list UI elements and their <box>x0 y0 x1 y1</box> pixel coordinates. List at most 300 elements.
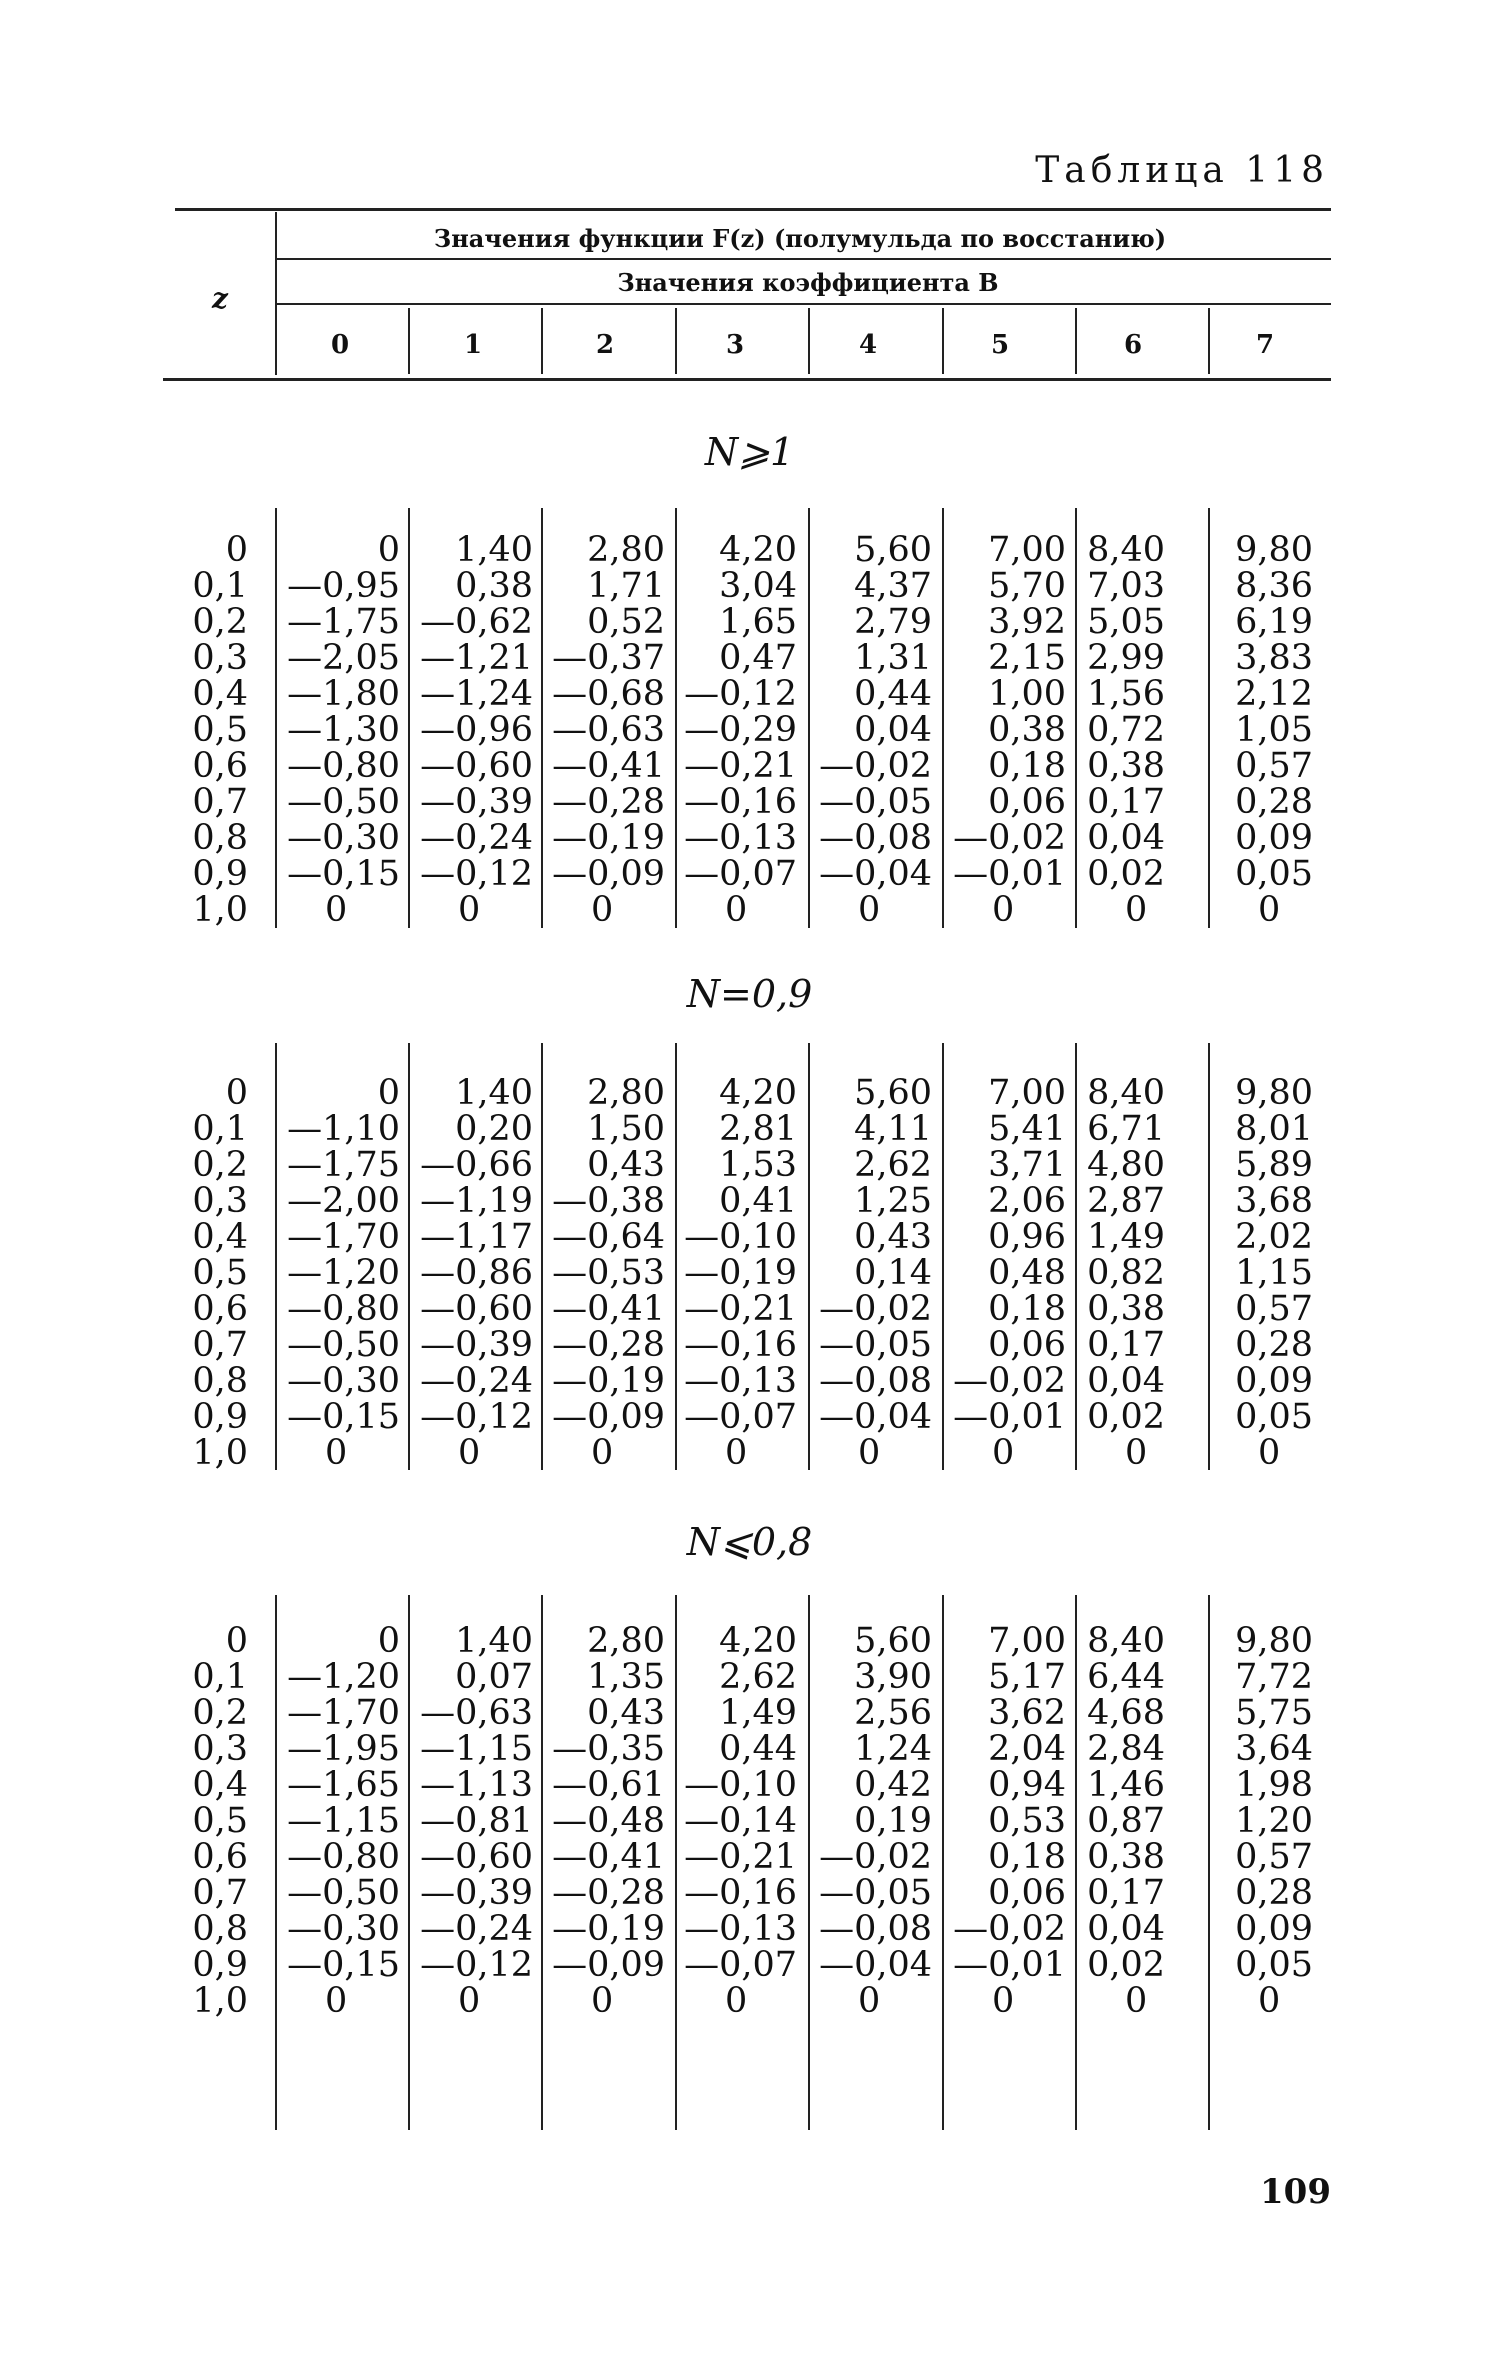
table-cell: 0 <box>325 890 348 930</box>
table-cell: 1,20 <box>1235 1801 1313 1841</box>
table-cell: 7,00 <box>988 1073 1066 1113</box>
table-cell: 0,38 <box>455 566 533 606</box>
table-cell: 4,20 <box>719 1073 797 1113</box>
z-value: 0,9 <box>192 1945 248 1985</box>
z-value: 0,1 <box>192 1657 248 1697</box>
table-cell: 8,40 <box>1087 530 1165 570</box>
table-cell: 1,56 <box>1087 674 1165 714</box>
table-cell: 0,43 <box>587 1693 665 1733</box>
z-value: 0,4 <box>192 1217 248 1257</box>
table-cell: 0,17 <box>1087 1325 1165 1365</box>
column-separator <box>808 1595 810 2130</box>
z-value: 0,2 <box>192 1145 248 1185</box>
table-cell: 0 <box>1258 890 1281 930</box>
column-separator <box>808 1043 810 1470</box>
table-cell: 3,62 <box>988 1693 1066 1733</box>
table-cell: —0,62 <box>420 602 533 642</box>
table-cell: —0,15 <box>287 1945 400 1985</box>
table-cell: —0,08 <box>819 1909 932 1949</box>
table-cell: —0,05 <box>819 1873 932 1913</box>
table-cell: 0,57 <box>1235 1289 1313 1329</box>
table-cell: —0,81 <box>420 1801 533 1841</box>
table-cell: 0,02 <box>1087 1397 1165 1437</box>
table-cell: —0,04 <box>819 1397 932 1437</box>
table-cell: 0,02 <box>1087 1945 1165 1985</box>
table-cell: —0,30 <box>287 1909 400 1949</box>
z-value: 0,6 <box>192 1837 248 1877</box>
table-cell: —0,02 <box>819 746 932 786</box>
table-cell: 2,87 <box>1087 1181 1165 1221</box>
table-cell: 1,49 <box>1087 1217 1165 1257</box>
table-cell: —0,13 <box>684 818 797 858</box>
table-cell: —0,61 <box>552 1765 665 1805</box>
column-separator <box>275 1595 277 2130</box>
table-cell: —0,02 <box>819 1289 932 1329</box>
coefficient-column-1: 1 <box>463 330 483 360</box>
table-cell: —0,41 <box>552 1289 665 1329</box>
table-cell: 4,20 <box>719 530 797 570</box>
table-cell: 0,06 <box>988 1325 1066 1365</box>
table-cell: —0,30 <box>287 1361 400 1401</box>
table-cell: —0,50 <box>287 782 400 822</box>
table-cell: —2,00 <box>287 1181 400 1221</box>
function-title: Значения функции F(z) (полумульда по восстанию) <box>433 224 1167 253</box>
table-cell: —0,01 <box>953 1397 1066 1437</box>
table-cell: 0 <box>858 1433 881 1473</box>
table-cell: —0,09 <box>552 854 665 894</box>
table-cell: 0,06 <box>988 782 1066 822</box>
table-cell: 0 <box>325 1981 348 2021</box>
table-cell: 1,00 <box>988 674 1066 714</box>
column-separator <box>675 1043 677 1470</box>
table-cell: 0,20 <box>455 1109 533 1149</box>
table-cell: 0 <box>591 890 614 930</box>
table-cell: 3,92 <box>988 602 1066 642</box>
table-cell: 2,80 <box>587 530 665 570</box>
table-cell: —1,20 <box>287 1657 400 1697</box>
z-value: 1,0 <box>192 1433 248 1473</box>
table-cell: 0,48 <box>988 1253 1066 1293</box>
table-cell: —0,16 <box>684 782 797 822</box>
table-cell: 0,17 <box>1087 782 1165 822</box>
table-cell: 2,79 <box>854 602 932 642</box>
table-cell: —0,10 <box>684 1765 797 1805</box>
table-cell: 6,44 <box>1087 1657 1165 1697</box>
table-cell: 2,02 <box>1235 1217 1313 1257</box>
table-cell: —2,05 <box>287 638 400 678</box>
column-separator <box>808 508 810 928</box>
table-cell: 5,70 <box>988 566 1066 606</box>
table-cell: 0 <box>725 1433 748 1473</box>
z-value: 0,4 <box>192 674 248 714</box>
table-cell: 1,25 <box>854 1181 932 1221</box>
table-cell: 0 <box>992 890 1015 930</box>
table-cell: —0,02 <box>819 1837 932 1877</box>
table-cell: —0,37 <box>552 638 665 678</box>
table-cell: —0,66 <box>420 1145 533 1185</box>
z-value: 0,2 <box>192 602 248 642</box>
column-separator <box>275 508 277 928</box>
z-value: 0,3 <box>192 638 248 678</box>
table-cell: —0,50 <box>287 1325 400 1365</box>
table-cell: 8,01 <box>1235 1109 1313 1149</box>
header-top-rule <box>175 208 1331 211</box>
table-cell: 1,05 <box>1235 710 1313 750</box>
table-cell: —0,21 <box>684 1837 797 1877</box>
table-cell: 0 <box>992 1433 1015 1473</box>
column-separator <box>541 1595 543 2130</box>
table-cell: 1,46 <box>1087 1765 1165 1805</box>
column-separator <box>1075 1595 1077 2130</box>
table-cell: —1,75 <box>287 602 400 642</box>
column-separator <box>675 1595 677 2130</box>
table-cell: 1,71 <box>587 566 665 606</box>
table-cell: —0,21 <box>684 1289 797 1329</box>
table-cell: 0,38 <box>1087 1837 1165 1877</box>
table-cell: 4,11 <box>854 1109 932 1149</box>
coefficient-column-3: 3 <box>725 330 745 360</box>
table-cell: 5,17 <box>988 1657 1066 1697</box>
table-cell: 1,40 <box>455 1073 533 1113</box>
table-cell: —0,04 <box>819 854 932 894</box>
table-cell: 6,19 <box>1235 602 1313 642</box>
table-cell: 0,87 <box>1087 1801 1165 1841</box>
table-cell: 9,80 <box>1235 530 1313 570</box>
header-column-separator <box>541 308 543 374</box>
column-separator <box>408 508 410 928</box>
table-cell: 2,56 <box>854 1693 932 1733</box>
table-cell: 0 <box>377 1073 400 1113</box>
table-cell: 0,28 <box>1235 782 1313 822</box>
table-cell: 5,60 <box>854 1621 932 1661</box>
table-cell: —0,39 <box>420 782 533 822</box>
table-cell: 2,12 <box>1235 674 1313 714</box>
table-cell: 0,06 <box>988 1873 1066 1913</box>
z-value: 1,0 <box>192 1981 248 2021</box>
z-value: 0,3 <box>192 1181 248 1221</box>
table-cell: 0,38 <box>988 710 1066 750</box>
table-cell: —0,15 <box>287 854 400 894</box>
table-cell: —0,12 <box>420 1397 533 1437</box>
table-cell: 0 <box>725 890 748 930</box>
table-cell: —1,13 <box>420 1765 533 1805</box>
table-cell: —0,80 <box>287 746 400 786</box>
table-cell: —1,15 <box>420 1729 533 1769</box>
table-cell: 8,40 <box>1087 1073 1165 1113</box>
table-cell: 5,60 <box>854 530 932 570</box>
table-cell: —0,53 <box>552 1253 665 1293</box>
table-cell: —0,95 <box>287 566 400 606</box>
table-cell: 0,18 <box>988 746 1066 786</box>
table-cell: —0,29 <box>684 710 797 750</box>
table-cell: 0,57 <box>1235 746 1313 786</box>
table-cell: 0 <box>1125 1981 1148 2021</box>
table-cell: —0,01 <box>953 1945 1066 1985</box>
table-cell: 0 <box>1258 1433 1281 1473</box>
table-cell: —0,35 <box>552 1729 665 1769</box>
table-cell: 0,28 <box>1235 1873 1313 1913</box>
table-cell: 2,62 <box>719 1657 797 1697</box>
table-cell: 0,47 <box>719 638 797 678</box>
column-separator <box>675 508 677 928</box>
header-column-separator <box>1075 308 1077 374</box>
z-value: 0,2 <box>192 1693 248 1733</box>
table-cell: 0 <box>591 1433 614 1473</box>
table-cell: 0 <box>858 890 881 930</box>
table-cell: —0,64 <box>552 1217 665 1257</box>
table-cell: 4,80 <box>1087 1145 1165 1185</box>
table-cell: —1,65 <box>287 1765 400 1805</box>
table-cell: —1,21 <box>420 638 533 678</box>
table-cell: —0,24 <box>420 1909 533 1949</box>
table-cell: 0,44 <box>719 1729 797 1769</box>
coefficient-column-6: 6 <box>1123 330 1143 360</box>
table-cell: —0,02 <box>953 818 1066 858</box>
table-cell: —0,13 <box>684 1361 797 1401</box>
table-cell: 2,80 <box>587 1073 665 1113</box>
coefficient-column-5: 5 <box>990 330 1010 360</box>
header-bottom-rule <box>163 378 1331 381</box>
table-cell: 0,43 <box>587 1145 665 1185</box>
table-cell: —0,41 <box>552 746 665 786</box>
table-cell: 0,04 <box>854 710 932 750</box>
table-cell: 4,37 <box>854 566 932 606</box>
table-cell: 4,20 <box>719 1621 797 1661</box>
table-cell: —0,12 <box>420 1945 533 1985</box>
table-cell: —0,07 <box>684 1397 797 1437</box>
table-cell: —0,21 <box>684 746 797 786</box>
section-title: N⩾1 <box>704 430 795 474</box>
z-value: 0,9 <box>192 854 248 894</box>
table-cell: —0,14 <box>684 1801 797 1841</box>
column-separator <box>1075 508 1077 928</box>
table-cell: 0 <box>1125 1433 1148 1473</box>
table-cell: —0,09 <box>552 1397 665 1437</box>
column-separator <box>942 1043 944 1470</box>
header-column-separator <box>675 308 677 374</box>
z-value: 1,0 <box>192 890 248 930</box>
z-value: 0,3 <box>192 1729 248 1769</box>
table-cell: 0 <box>858 1981 881 2021</box>
table-cell: 0,05 <box>1235 1945 1313 1985</box>
table-cell: 8,36 <box>1235 566 1313 606</box>
z-value: 0 <box>225 1073 248 1113</box>
table-cell: —0,12 <box>684 674 797 714</box>
table-cell: —0,63 <box>420 1693 533 1733</box>
table-cell: 0,57 <box>1235 1837 1313 1877</box>
table-cell: —1,19 <box>420 1181 533 1221</box>
table-cell: 1,49 <box>719 1693 797 1733</box>
table-cell: —0,02 <box>953 1909 1066 1949</box>
table-cell: —1,15 <box>287 1801 400 1841</box>
table-cell: —1,95 <box>287 1729 400 1769</box>
table-cell: —0,24 <box>420 1361 533 1401</box>
header-coef-rule <box>275 303 1331 305</box>
column-separator <box>942 508 944 928</box>
column-separator <box>408 1043 410 1470</box>
column-separator <box>1208 1595 1210 2130</box>
table-cell: 0,96 <box>988 1217 1066 1257</box>
table-cell: 0,04 <box>1087 818 1165 858</box>
table-cell: 0,82 <box>1087 1253 1165 1293</box>
table-cell: —0,28 <box>552 1325 665 1365</box>
table-cell: 2,15 <box>988 638 1066 678</box>
table-cell: 0,42 <box>854 1765 932 1805</box>
table-cell: 7,03 <box>1087 566 1165 606</box>
table-cell: —1,75 <box>287 1145 400 1185</box>
table-title: Таблица 118 <box>1035 150 1329 191</box>
section-title: N=0,9 <box>686 972 813 1016</box>
header-column-separator <box>942 308 944 374</box>
table-cell: 3,90 <box>854 1657 932 1697</box>
column-separator <box>942 1595 944 2130</box>
table-cell: —0,09 <box>552 1945 665 1985</box>
column-separator <box>408 1595 410 2130</box>
table-cell: —0,13 <box>684 1909 797 1949</box>
table-cell: —0,15 <box>287 1397 400 1437</box>
table-cell: 2,99 <box>1087 638 1165 678</box>
table-cell: —0,04 <box>819 1945 932 1985</box>
column-separator <box>275 1043 277 1470</box>
z-value: 0,5 <box>192 1801 248 1841</box>
table-cell: —1,70 <box>287 1217 400 1257</box>
table-cell: 0,44 <box>854 674 932 714</box>
z-value: 0,1 <box>192 566 248 606</box>
table-cell: 5,89 <box>1235 1145 1313 1185</box>
table-cell: —0,16 <box>684 1325 797 1365</box>
table-cell: —1,20 <box>287 1253 400 1293</box>
table-cell: —1,17 <box>420 1217 533 1257</box>
table-cell: 4,68 <box>1087 1693 1165 1733</box>
table-cell: 0 <box>1258 1981 1281 2021</box>
z-value: 0 <box>225 1621 248 1661</box>
z-value: 0,1 <box>192 1109 248 1149</box>
table-cell: —0,41 <box>552 1837 665 1877</box>
table-cell: 0,18 <box>988 1837 1066 1877</box>
table-cell: —0,48 <box>552 1801 665 1841</box>
z-value: 0,7 <box>192 1325 248 1365</box>
coefficient-column-4: 4 <box>858 330 878 360</box>
table-cell: —0,80 <box>287 1289 400 1329</box>
header-column-separator <box>408 308 410 374</box>
table-cell: 0,09 <box>1235 818 1313 858</box>
z-value: 0,6 <box>192 1289 248 1329</box>
table-cell: 0,05 <box>1235 1397 1313 1437</box>
table-cell: —0,60 <box>420 1837 533 1877</box>
z-value: 0,5 <box>192 710 248 750</box>
table-cell: 0,09 <box>1235 1909 1313 1949</box>
table-cell: —0,60 <box>420 1289 533 1329</box>
table-cell: —0,24 <box>420 818 533 858</box>
table-cell: —1,80 <box>287 674 400 714</box>
table-cell: —1,30 <box>287 710 400 750</box>
column-separator <box>1075 1043 1077 1470</box>
header-mid-rule <box>275 258 1331 260</box>
table-cell: —0,28 <box>552 782 665 822</box>
table-cell: 0 <box>591 1981 614 2021</box>
header-z-separator <box>275 212 277 375</box>
table-cell: —0,10 <box>684 1217 797 1257</box>
table-cell: 0,18 <box>988 1289 1066 1329</box>
coefficient-title: Значения коэффициента B <box>617 268 999 297</box>
table-cell: 0,41 <box>719 1181 797 1221</box>
table-cell: 0,17 <box>1087 1873 1165 1913</box>
table-cell: 5,41 <box>988 1109 1066 1149</box>
table-cell: 8,40 <box>1087 1621 1165 1661</box>
table-cell: —0,07 <box>684 1945 797 1985</box>
table-cell: 0 <box>992 1981 1015 2021</box>
table-cell: —1,10 <box>287 1109 400 1149</box>
table-cell: 0,53 <box>988 1801 1066 1841</box>
z-value: 0,6 <box>192 746 248 786</box>
table-cell: —0,08 <box>819 1361 932 1401</box>
z-value: 0,9 <box>192 1397 248 1437</box>
table-cell: —0,07 <box>684 854 797 894</box>
table-cell: 6,71 <box>1087 1109 1165 1149</box>
table-cell: 1,31 <box>854 638 932 678</box>
table-cell: 1,40 <box>455 530 533 570</box>
table-cell: 1,40 <box>455 1621 533 1661</box>
table-cell: —0,19 <box>552 818 665 858</box>
table-cell: 0 <box>377 530 400 570</box>
table-cell: 5,60 <box>854 1073 932 1113</box>
table-cell: —0,86 <box>420 1253 533 1293</box>
table-cell: —0,28 <box>552 1873 665 1913</box>
header-column-separator <box>808 308 810 374</box>
table-cell: 1,65 <box>719 602 797 642</box>
column-separator <box>541 508 543 928</box>
table-cell: 0,28 <box>1235 1325 1313 1365</box>
table-cell: 3,04 <box>719 566 797 606</box>
table-cell: 2,80 <box>587 1621 665 1661</box>
table-cell: 1,53 <box>719 1145 797 1185</box>
table-cell: 5,75 <box>1235 1693 1313 1733</box>
table-cell: 0,09 <box>1235 1361 1313 1401</box>
table-cell: 0 <box>458 890 481 930</box>
table-cell: 2,81 <box>719 1109 797 1149</box>
table-cell: 0 <box>325 1433 348 1473</box>
table-cell: 0,07 <box>455 1657 533 1697</box>
table-cell: 2,62 <box>854 1145 932 1185</box>
table-cell: 0,38 <box>1087 1289 1165 1329</box>
table-cell: 0 <box>458 1981 481 2021</box>
table-cell: 2,84 <box>1087 1729 1165 1769</box>
table-cell: —0,63 <box>552 710 665 750</box>
table-cell: —0,05 <box>819 1325 932 1365</box>
table-cell: 9,80 <box>1235 1073 1313 1113</box>
table-cell: 5,05 <box>1087 602 1165 642</box>
table-cell: —0,39 <box>420 1873 533 1913</box>
z-value: 0,4 <box>192 1765 248 1805</box>
table-cell: —0,68 <box>552 674 665 714</box>
table-cell: 0,52 <box>587 602 665 642</box>
table-cell: 0 <box>377 1621 400 1661</box>
table-cell: —0,19 <box>552 1909 665 1949</box>
table-cell: 1,15 <box>1235 1253 1313 1293</box>
table-cell: 0,04 <box>1087 1361 1165 1401</box>
table-cell: 1,50 <box>587 1109 665 1149</box>
header-column-separator <box>1208 308 1210 374</box>
coefficient-column-0: 0 <box>330 330 350 360</box>
coefficient-column-7: 7 <box>1255 330 1275 360</box>
table-cell: 0,05 <box>1235 854 1313 894</box>
section-title: N⩽0,8 <box>686 1520 813 1564</box>
table-cell: 1,35 <box>587 1657 665 1697</box>
z-value: 0,7 <box>192 1873 248 1913</box>
coefficient-column-2: 2 <box>595 330 615 360</box>
table-cell: —1,70 <box>287 1693 400 1733</box>
table-cell: 7,00 <box>988 1621 1066 1661</box>
